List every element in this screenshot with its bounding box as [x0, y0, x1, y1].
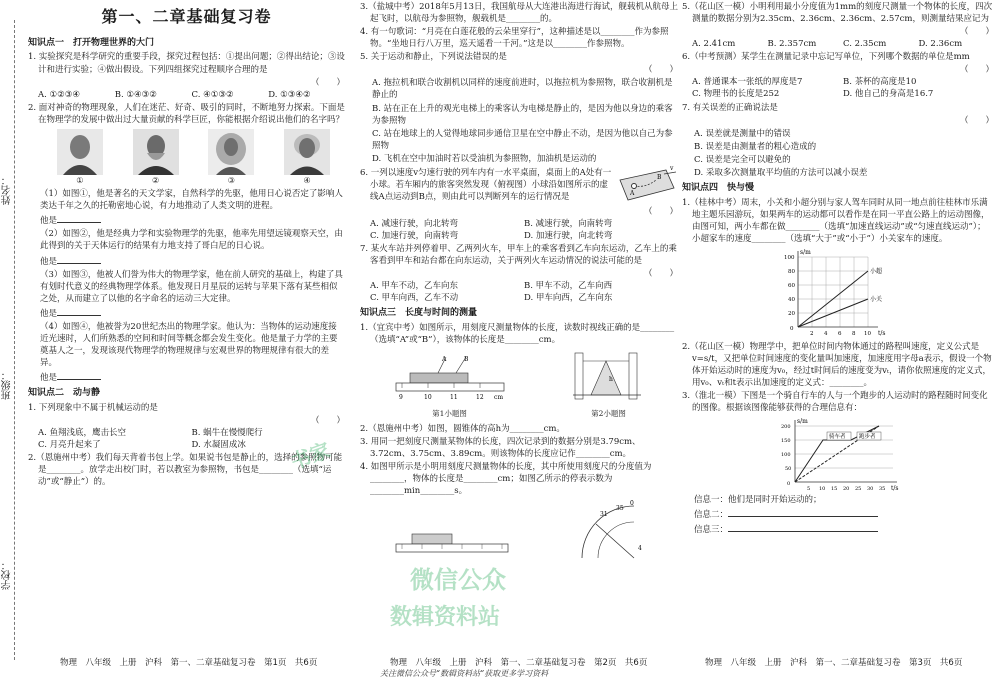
portrait-einstein: ④: [284, 129, 330, 186]
distance-time-chart-2: [773, 416, 903, 492]
options-q1: [28, 89, 345, 101]
train-table-figure: [616, 166, 678, 206]
option[interactable]: A. 普通课本一张纸的厚度是7: [692, 77, 803, 88]
svg-text:h: h: [608, 376, 613, 384]
svg-text:10: 10: [819, 486, 826, 493]
series-label: 小关: [870, 295, 883, 303]
dial-number: 35: [616, 505, 624, 513]
figure-1: [390, 355, 510, 420]
option[interactable]: C. 误差是完全可以避免的: [694, 154, 791, 165]
knowledge-point-1: 知识点一 打开物理世界的大门: [28, 37, 155, 48]
answer-bracket: （ ）: [959, 65, 994, 76]
option[interactable]: A. 减速行驶，向北转弯: [370, 218, 459, 229]
svg-text:50: 50: [785, 466, 792, 473]
option[interactable]: B. 站在正在上升的观光电梯上的乘客认为电梯是静止的，是因为他以身边的乘客为参照物: [372, 103, 673, 126]
ruler-tick: 9: [398, 394, 403, 402]
option[interactable]: C. 站在地球上的人觉得地球同步通信卫星在空中静止不动，是因为他以自己为参照物: [372, 128, 673, 151]
ruler-tick: 11: [449, 394, 458, 402]
option[interactable]: B. 蜗牛在慢慢爬行: [191, 428, 263, 439]
svg-text:60: 60: [788, 282, 795, 289]
answer-bracket: （ ）: [643, 206, 678, 217]
svg-text:30: 30: [867, 486, 874, 493]
option[interactable]: D. 飞机在空中加油时若以受油机为参照物，加油机是运动的: [372, 153, 597, 164]
option[interactable]: C. ④①③②: [191, 89, 234, 100]
option[interactable]: A. 误差就是测量中的错误: [694, 128, 791, 139]
info-line-1: 信息一：他们是同时开始运动的；: [694, 495, 822, 506]
watermark: 微信公众: [410, 566, 506, 594]
ruler-figure: [390, 355, 510, 405]
page-footer-1: 物理 八年级 上册 沪科 第一、二章基础复习卷 第1页 共6页: [60, 658, 318, 668]
answer-bracket: （ ）: [959, 115, 994, 126]
options-q6: [360, 218, 678, 242]
knowledge-point-4: 知识点四 快与慢: [682, 182, 755, 193]
question-5: 5. 关于运动和静止，下列说法错误的是: [360, 52, 507, 63]
svg-text:20: 20: [788, 310, 795, 317]
question-2-part-2: （2）如图②，他是经典力学和实验物理学的先驱，他率先用望远镜观察天空，由此得到的关于天体运行的结果有力地支持了哥白尼的日心说。: [40, 229, 343, 252]
option[interactable]: C. 物理书的长度是252: [692, 89, 780, 100]
portrait-image: [208, 129, 254, 175]
option[interactable]: B. 误差是由测量者的粗心造成的: [694, 141, 817, 152]
watermark: 书家: [287, 437, 334, 475]
binding-margin: [0, 0, 22, 680]
question-speed-1: 1.（桂林中考）周末，小关和小超分别与家人驾车同时从同一地点前往桂林市乐满地主题乐园游玩，如果两车的运动都可以看作是在同一平直公路上的运动图像，由图可知，两小车都在做________（选填“加速直线运动”或“匀速直线运动”）；小超家车的速度________（选填“大于”或“小于”）小关家车的速度。: [682, 197, 990, 244]
option[interactable]: D. 甲车向西，乙车向东: [524, 293, 613, 304]
svg-text:150: 150: [781, 438, 791, 445]
knowledge-point-3: 知识点三 长度与时间的测量: [360, 308, 478, 319]
svg-text:4: 4: [824, 330, 828, 337]
answer-bracket: （ ）: [959, 27, 994, 38]
knowledge-point-2: 知识点二 动与静: [28, 388, 101, 399]
question-7: 7. 有关误差的正确说法是: [682, 102, 778, 113]
options-q3: [28, 427, 345, 451]
school-label: 学校：: [2, 560, 13, 590]
svg-text:6: 6: [838, 330, 842, 337]
question-7: 7. 某火车站并列停着甲、乙两列火车，甲车上的乘客看到乙车向东运动，乙车上的乘客看到甲车和站台都在向东运动，关于两列火车运动情况的说法可能的是: [360, 244, 677, 267]
svg-text:40: 40: [788, 296, 795, 303]
question-6: 6.（中考预测）某学生在测量记录中忘记写单位，下列哪个数据的单位是mm: [682, 52, 970, 63]
svg-text:35: 35: [879, 486, 886, 493]
option[interactable]: A. 2.41cm: [692, 39, 736, 50]
svg-text:8: 8: [852, 330, 856, 337]
axis-label: s/m: [800, 248, 811, 256]
figure-row: [360, 349, 678, 420]
question-6: 6. 一列以速度v匀速行驶的列车内有一水平桌面，桌面上的A处有一小球。若车厢内的旅客突然发现（俯视图）小球沿如图所示的虚线A点运动到B点，则由此可以判断列车的运行情况是: [360, 167, 612, 202]
svg-text:25: 25: [855, 486, 862, 493]
answer-blank[interactable]: [728, 522, 878, 532]
dial-number: 4: [638, 545, 642, 553]
question-measure-4: 4. 如图甲所示是小明用刻度尺测量物体的长度，其中所使用刻度尺的分度值为________，物体的长度是________cm；如图乙所示的停表示数为________min________s。: [360, 462, 652, 497]
answer-blank[interactable]: [57, 254, 101, 264]
portrait-galileo: ②: [133, 129, 179, 186]
option[interactable]: A. 甲车不动，乙车向东: [370, 281, 459, 292]
svg-text:A: A: [441, 356, 446, 364]
svg-text:5: 5: [807, 486, 811, 493]
question-2-part-3: （3）如图③，他被人们誉为伟大的物理学家，他在前人研究的基础上，构建了具有划时代意义的经典物理学体系。他发现日月星辰的运转与苹果下落有某些相似之处，从而建立了以他的名字命名的运动三大定律。: [40, 269, 343, 304]
question-2-part-1: （1）如图①，他是著名的天文学家，自然科学的先驱，他用日心说否定了影响人类达千年之久的托勒密地心说，有力地推动了人类文明的进程。: [40, 189, 343, 212]
series-label: 小超: [870, 267, 883, 275]
portrait-image: [57, 129, 103, 175]
answer-line: 他是: [40, 213, 345, 227]
answer-blank[interactable]: [57, 370, 101, 380]
ruler-tick: 12: [475, 394, 484, 402]
ruler-figure-jia: [392, 528, 512, 562]
svg-text:A: A: [630, 189, 635, 197]
answer-bracket: （ ）: [310, 415, 345, 426]
option[interactable]: A. ①②③④: [38, 89, 81, 100]
page-title: 第一、二章基础复习卷: [101, 7, 272, 26]
option[interactable]: B. ①④③②: [114, 89, 157, 100]
option[interactable]: C. 2.35cm: [843, 39, 887, 50]
svg-text:v: v: [670, 165, 674, 172]
ruler-tick: cm: [493, 394, 503, 402]
question-1: 1. 实验探究是科学研究的重要手段，探究过程包括：①提出问题；②得出结论；③设计和进行实验；④做出假设。下列四组探究过程顺序合理的是: [28, 52, 345, 75]
svg-text:B: B: [657, 173, 662, 181]
info-line-3: 信息三：: [694, 522, 994, 536]
page-2-column: [360, 0, 678, 650]
ruler-tick: 10: [423, 394, 432, 402]
info-line-2: 信息二：: [694, 507, 994, 521]
axis-label: t/s: [878, 329, 886, 337]
page-footer-3: 物理 八年级 上册 沪科 第一、二章基础复习卷 第3页 共6页: [705, 658, 963, 668]
axis-label: s/m: [797, 418, 808, 426]
svg-text:100: 100: [781, 452, 791, 459]
svg-text:2: 2: [810, 330, 814, 337]
answer-line: 他是: [40, 306, 345, 320]
option[interactable]: C. 甲车向西，乙车不动: [370, 293, 459, 304]
option[interactable]: A. 拖拉机和联合收割机以同样的速度前进时，以拖拉机为参照物，联合收割机是静止的: [372, 78, 673, 101]
bottom-note: 关注微信公众号“数辑资料站”获取更多学习资料: [380, 669, 549, 678]
distance-time-chart-1: [778, 247, 898, 339]
option[interactable]: D. 他自己的身高是16.7: [843, 89, 934, 100]
answer-bracket: （ ）: [643, 269, 678, 280]
portrait-image: [284, 129, 330, 175]
svg-text:0: 0: [787, 481, 791, 488]
question-6-block: [360, 166, 678, 206]
figure-row-2: [360, 500, 678, 562]
option[interactable]: C. 月亮升起来了: [38, 440, 101, 451]
page-3-column: [682, 0, 994, 650]
question-measure-2: 2.（恩施州中考）如图，圆锥体的高h为________cm。: [360, 423, 565, 434]
question-3: 3.（盐城中考）2018年5月13日，我国航母从大连港出海进行海试，舰载机从航母上起飞时，以航母为参照物，舰载机是________的。: [360, 2, 678, 25]
answer-blank[interactable]: [57, 213, 101, 223]
cut-line: [14, 20, 15, 660]
chart-2-wrap: [682, 416, 994, 492]
question-3: 1. 下列现象中不属于机械运动的是: [28, 402, 158, 413]
answer-bracket: （ ）: [643, 65, 678, 76]
svg-text:200: 200: [781, 424, 791, 431]
page-footer-2: 物理 八年级 上册 沪科 第一、二章基础复习卷 第2页 共6页: [390, 658, 648, 668]
question-measure-1: 1.（宜宾中考）如图所示，用刻度尺测量物体的长度，读数时视线正确的是________（选填“A”或“B”），该物体的长度是________cm。: [360, 323, 675, 346]
options-q6: [682, 76, 994, 100]
svg-text:20: 20: [843, 486, 850, 493]
option[interactable]: B. 甲车不动，乙车向西: [524, 281, 613, 292]
answer-line: 他是: [40, 370, 345, 384]
option[interactable]: D. ①③④②: [268, 89, 311, 100]
name-label: 姓名：: [2, 175, 13, 205]
portrait-image: [133, 129, 179, 175]
answer-blank[interactable]: [728, 507, 878, 517]
answer-line: 他是: [40, 254, 345, 268]
figure-caption: 第1小题图: [432, 409, 467, 419]
option[interactable]: D. 加速行驶，向北转弯: [524, 230, 613, 241]
answer-bracket: （ ）: [310, 77, 345, 88]
svg-text:15: 15: [831, 486, 838, 493]
svg-text:10: 10: [864, 330, 871, 337]
option[interactable]: B. 2.357cm: [767, 39, 817, 50]
chart-1-wrap: [682, 247, 994, 339]
question-speed-3: 3.（淮北一模）下图是一个骑自行车的人与一个跑步的人运动时的路程随时间变化的图像。根据该图像能够获得的合理信息有：: [682, 391, 988, 414]
figure-2: [569, 349, 649, 420]
option[interactable]: D. 2.36cm: [918, 39, 963, 50]
watermark: 数辑资料站: [390, 605, 501, 630]
dial-number: 31: [600, 511, 608, 519]
series-label: 跑步者: [859, 434, 876, 441]
question-4: 4. 有一句歌词：“月亮在白莲花般的云朵里穿行”，这种描述是以________作为参照物。“坐地日行八万里，巡天遥看一千河。”这是以________作参照物。: [360, 27, 669, 50]
figure-caption: 第2小题图: [591, 409, 626, 419]
option[interactable]: D. 水凝固成冰: [191, 440, 246, 451]
axis-label: t/s: [891, 485, 899, 493]
question-2-part-4: （4）如图④，他被誉为20世纪杰出的物理学家。他认为：当物体的运动速度接近光速时，人们所熟悉的空间和时间等概念都会发生变化。他是量子力学的主要奠基人之一，发现该现代物理学的物理规律与宏观世界的物理规律有很大的差异。: [40, 321, 338, 369]
question-speed-2: 2.（花山区一模）物理学中，把单位时间内物体通过的路程叫速度，定义公式是v=s/t，又把单位时间速度的变化量叫加速度，加速度用字母a表示，假设一个物体开始运动时的速度为v₀，经过t时间后的速度变为vₜ，请你依照速度的定义式，用v₀、vₜ和t表示出加速度的定义式：________。: [682, 341, 992, 389]
answer-blank[interactable]: [57, 306, 101, 316]
option[interactable]: D. 采取多次测量取平均值的方法可以减小误差: [694, 167, 868, 178]
scientist-portraits: [28, 129, 345, 186]
series-label: 骑车者: [829, 434, 846, 441]
svg-text:0: 0: [790, 325, 794, 332]
stopwatch-figure: [576, 500, 646, 562]
dial-number: 0: [630, 500, 634, 508]
svg-text:100: 100: [784, 254, 795, 261]
portrait-copernicus: ①: [57, 129, 103, 186]
class-label: 班级：: [2, 370, 13, 400]
option[interactable]: B. 减速行驶，向南转弯: [524, 218, 613, 229]
question-measure-3: 3. 用同一把刻度尺测量某物体的长度，四次记录到的数据分别是3.79cm、3.72cm、3.75cm、3.89cm。则该物体的长度应记作________cm。: [360, 436, 641, 460]
options-q5: [682, 38, 994, 50]
question-5: 5.（花山区一模）小明利用最小分度值为1mm的刻度尺测量一个物体的长度，四次测量的数据分别为2.35cm、2.36cm、2.36cm、2.57cm，则测量结果应记为: [682, 2, 993, 25]
options-q7: [360, 280, 678, 304]
portrait-newton: ③: [208, 129, 254, 186]
page-1-column: [28, 0, 345, 650]
svg-text:B: B: [463, 356, 468, 364]
option[interactable]: A. 鱼翔浅底，鹰击长空: [38, 428, 127, 439]
question-4: 2.（恩施州中考）我们每天背着书包上学。如果说书包是静止的，选择的参照物可能是________。放学走出校门时，若以教室为参照物，书包是________（选填“运动”或“静止”）的。: [28, 453, 343, 488]
option[interactable]: C. 加速行驶，向南转弯: [370, 230, 459, 241]
option[interactable]: B. 茶杯的高度是10: [843, 77, 917, 88]
cone-figure: [569, 349, 649, 405]
question-2: 2. 面对神奇的物理现象，人们在迷茫、好奇、吸引的同时，不断地努力探索。下面是在物理学的发展中做出过大量贡献的科学巨匠，你能根据介绍说出他们的名字吗？: [28, 102, 345, 125]
svg-text:80: 80: [788, 268, 795, 275]
